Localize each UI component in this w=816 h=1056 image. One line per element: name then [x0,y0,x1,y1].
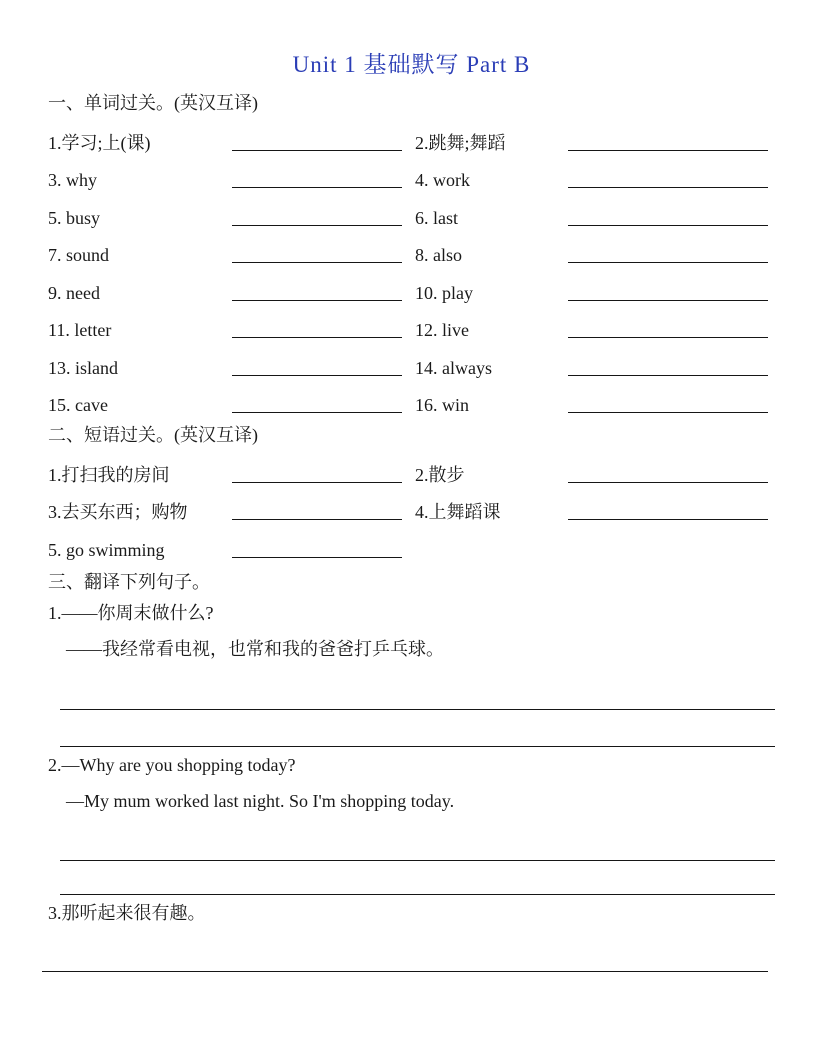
answer-blank [232,225,402,226]
answer-blank [568,225,768,226]
answer-blank [232,187,402,188]
answer-blank [568,150,768,151]
sentence-item-1 [48,595,775,747]
answer-blank [568,337,768,338]
word-item-label: 3. why [48,170,97,190]
answer-blank [232,482,402,483]
word-row [48,229,775,267]
word-item-label: 6. last [415,207,458,228]
sentence-item-2 [48,747,775,895]
answer-blank [568,300,768,301]
answer-blank [232,150,402,151]
word-item-label: 2.跳舞;舞蹈 [415,132,506,153]
answer-blank [232,300,402,301]
word-row [48,116,775,154]
answer-line [60,861,775,895]
answer-line [60,667,775,710]
word-row [48,341,775,379]
phrase-row [48,523,775,561]
word-row [48,379,775,417]
page-title: Unit 1 基础默写 Part B [292,52,531,77]
answer-blank [232,262,402,263]
answer-blank [568,187,768,188]
section-two-heading: 二、短语过关。(英汉互译) [48,425,258,445]
phrase-row [48,486,775,524]
word-item-label: 4. work [415,170,470,190]
answer-blank [568,375,768,376]
answer-blank [232,337,402,338]
word-row [48,154,775,192]
phrase-item-label: 4.上舞蹈课 [415,502,501,522]
phrase-item-label: 5. go swimming [48,539,165,560]
word-item-label: 9. need [48,282,100,303]
answer-blank [568,262,768,263]
word-item-label: 10. play [415,282,473,303]
answer-blank [232,557,402,558]
answer-blank [232,412,402,413]
word-item-label: 16. win [415,395,469,415]
phrase-item-label: 2.散步 [415,464,465,485]
word-item-label: 12. live [415,320,469,340]
word-item-label: 13. island [48,357,118,378]
sentence-line: 2.—Why are you shopping today? [48,754,296,775]
sentence-item-3 [48,895,775,972]
answer-blank [568,412,768,413]
phrase-grid [48,448,775,561]
section-three-heading: 三、翻译下列句子。 [48,571,210,592]
word-item-label: 14. always [415,357,492,378]
word-item-label: 5. busy [48,207,101,228]
word-item-label: 7. sound [48,245,110,265]
answer-line [60,710,775,747]
sentence-line: 1.——你周末做什么? [48,602,214,623]
word-row [48,266,775,304]
word-item-label: 11. letter [48,320,112,340]
phrase-row [48,448,775,486]
phrase-item-label: 1.打扫我的房间 [48,464,170,485]
phrase-item-label: 3.去买东西；购物 [48,502,188,522]
sentence-line: —My mum worked last night. So I'm shopping today. [66,790,455,811]
word-grid [48,116,775,416]
answer-blank [232,375,402,376]
word-item-label: 8. also [415,245,462,265]
word-item-label: 15. cave [48,395,108,415]
answer-line [60,819,775,861]
word-item-label: 1.学习;上(课) [48,132,151,153]
answer-blank [568,519,768,520]
section-one-heading: 一、单词过关。(英汉互译) [48,93,258,113]
word-row [48,304,775,342]
answer-blank [232,519,402,520]
answer-line [42,931,768,972]
answer-blank [568,482,768,483]
sentence-line: 3.那听起来很有趣。 [48,902,206,923]
sentence-line: ——我经常看电视，也常和我的爸爸打乒乓球。 [66,638,444,659]
word-row [48,191,775,229]
